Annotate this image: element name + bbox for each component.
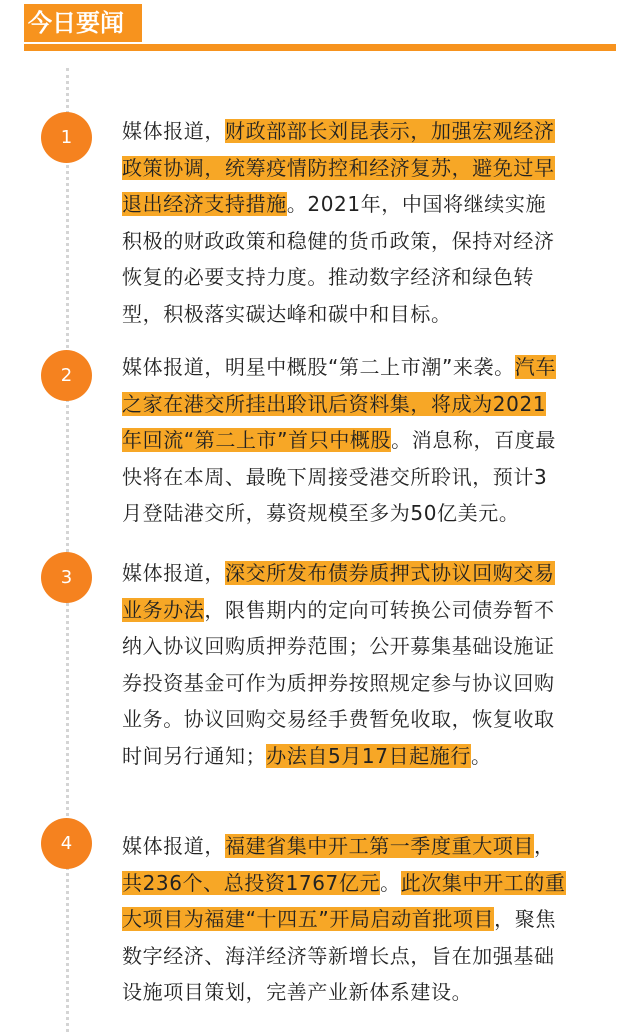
- text-segment: 设施项目策划，完善产业新体系建设。: [122, 980, 473, 1004]
- text-segment: 积极的财政政策和稳健的货币政策，保持对经济: [122, 228, 555, 253]
- text-line: [122, 974, 612, 1011]
- text-segment: ，限售期内的定向可转换公司债券暂不: [204, 597, 555, 622]
- highlighted-text: 办法自5月17日起施行: [266, 743, 471, 768]
- text-line: [122, 223, 612, 260]
- text-segment: 快将在本周、最晚下周接受港交所聆讯，预计3: [122, 464, 548, 489]
- text-segment: ，: [534, 834, 555, 858]
- highlighted-text: 汽车: [514, 355, 556, 379]
- text-line: [122, 113, 612, 150]
- news-text: [122, 113, 612, 332]
- text-line: [122, 901, 612, 938]
- highlighted-text: 之家在港交所挂出聆讯后资料集，将成为2021: [122, 391, 547, 416]
- highlighted-text: 共236个、总投资1767亿元: [122, 870, 381, 895]
- text-segment: 媒体报道，: [122, 119, 225, 143]
- text-segment: 券投资基金可作为质押券按照规定参与协议回购: [122, 670, 555, 695]
- header-rule: [24, 44, 616, 51]
- text-segment: 。: [470, 743, 492, 768]
- text-line: [122, 186, 612, 223]
- news-text: [122, 555, 612, 774]
- item-number-badge: 4: [41, 818, 92, 869]
- highlighted-text: 政策协调，统筹疫情防控和经济复苏，避免过早: [122, 155, 555, 180]
- news-text: [122, 828, 612, 1011]
- highlighted-text: 此次集中开工的重: [400, 870, 566, 895]
- text-line: [122, 865, 612, 902]
- highlighted-text: 年回流“第二上市”首只中概股: [122, 428, 392, 452]
- item-number-badge: 2: [41, 350, 92, 401]
- text-segment: 。消息称，百度最: [391, 428, 556, 452]
- item-number-badge: 3: [41, 552, 92, 603]
- text-segment: 。: [380, 870, 401, 895]
- text-line: [122, 495, 612, 532]
- text-line: [122, 701, 612, 738]
- text-line: [122, 828, 612, 865]
- highlighted-text: 大项目为福建“十四五”开局启动首批项目: [122, 907, 495, 931]
- news-text: [122, 349, 612, 532]
- highlighted-text: 深交所发布债券质押式协议回购交易: [225, 561, 555, 585]
- text-segment: 数字经济、海洋经济等新增长点，旨在加强基础: [122, 943, 555, 968]
- text-line: [122, 592, 612, 629]
- text-line: [122, 628, 612, 665]
- text-line: [122, 349, 612, 386]
- text-segment: 型，积极落实碳达峰和碳中和目标。: [122, 301, 452, 326]
- text-line: [122, 459, 612, 496]
- text-segment: ，聚焦: [494, 907, 556, 931]
- section-title: 今日要闻: [24, 4, 142, 42]
- text-segment: 业务。协议回购交易经手费暂免收取，恢复收取: [122, 707, 555, 731]
- text-segment: 媒体报道，: [122, 561, 225, 585]
- text-line: [122, 738, 612, 775]
- text-line: [122, 386, 612, 423]
- text-segment: 。2021年，中国将继续实施: [286, 192, 547, 216]
- text-line: [122, 665, 612, 702]
- text-segment: 月登陆港交所，募资规模至多为50亿美元。: [122, 501, 520, 525]
- text-line: [122, 555, 612, 592]
- text-line: [122, 150, 612, 187]
- highlighted-text: 财政部部长刘昆表示，加强宏观经济: [225, 119, 555, 143]
- highlighted-text: 退出经济支持措施: [122, 192, 287, 216]
- highlighted-text: 业务办法: [122, 597, 205, 622]
- text-line: [122, 422, 612, 459]
- text-line: [122, 938, 612, 975]
- highlighted-text: 福建省集中开工第一季度重大项目: [225, 834, 534, 858]
- text-segment: 时间另行通知；: [122, 743, 267, 768]
- text-line: [122, 296, 612, 333]
- text-segment: 纳入协议回购质押券范围；公开募集基础设施证: [122, 634, 555, 658]
- text-segment: 恢复的必要支持力度。推动数字经济和绿色转: [122, 265, 534, 289]
- text-segment: 媒体报道，: [122, 834, 225, 858]
- text-segment: 媒体报道，明星中概股“第二上市潮”来袭。: [122, 355, 515, 379]
- item-number-badge: 1: [41, 112, 92, 163]
- timeline-line: [66, 68, 69, 1032]
- text-line: [122, 259, 612, 296]
